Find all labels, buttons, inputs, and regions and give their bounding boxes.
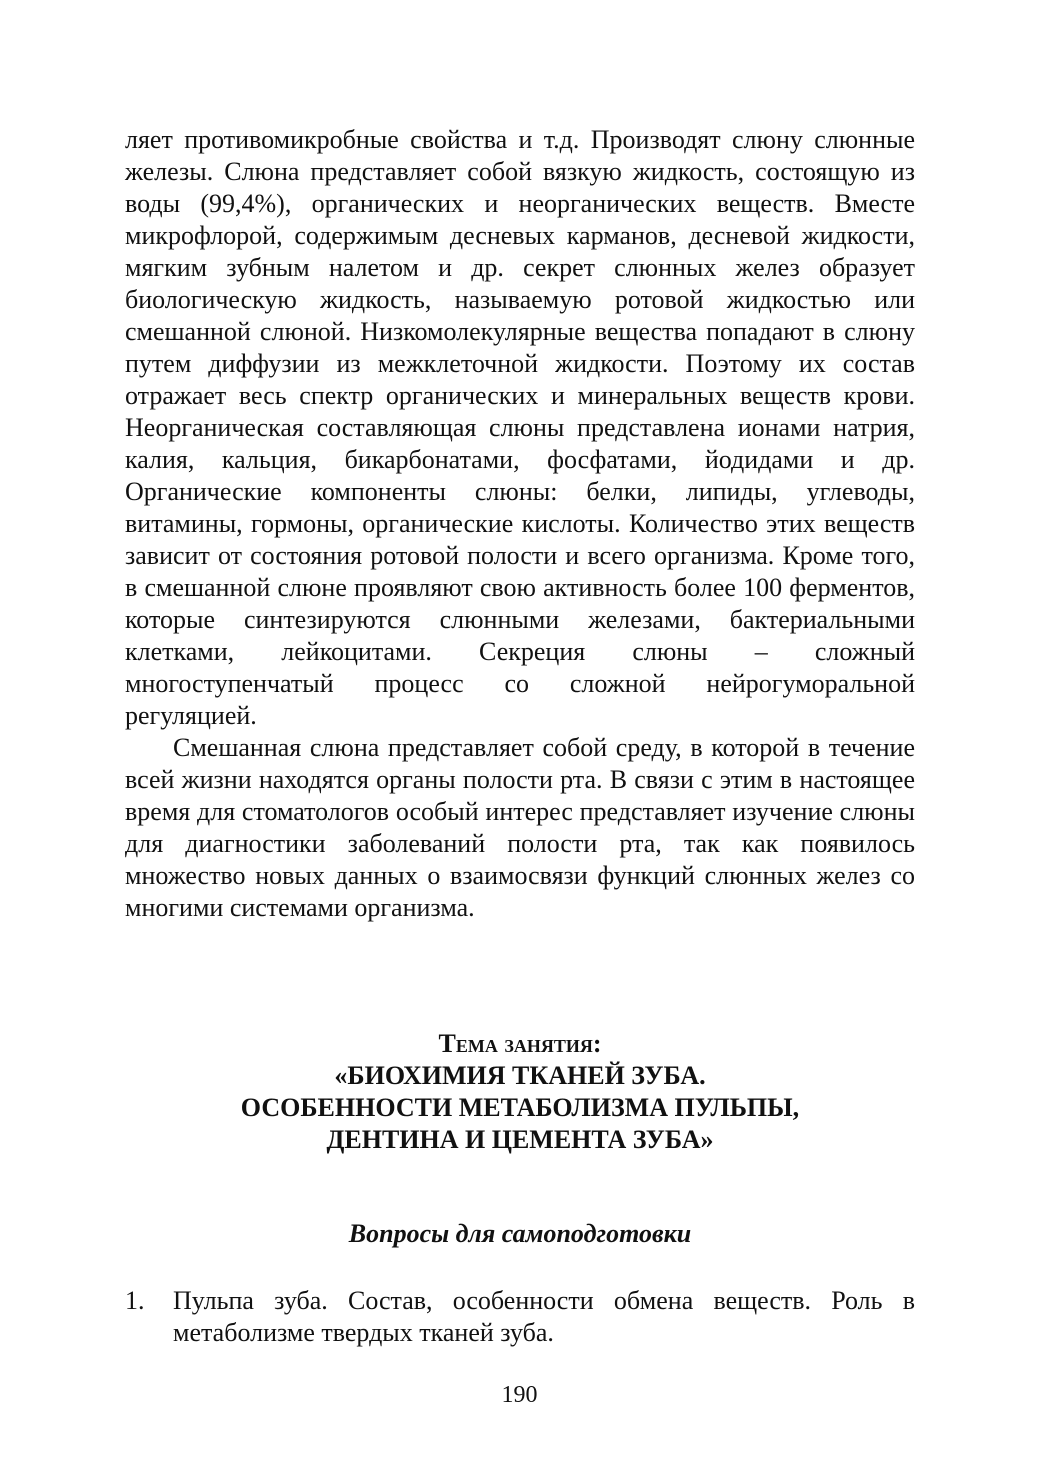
topic-title-line-3: ДЕНТИНА И ЦЕМЕНТА ЗУБА» (326, 1125, 714, 1154)
questions-list (125, 1285, 915, 1349)
topic-title-line-2: ОСОБЕННОСТИ МЕТАБОЛИЗМА ПУЛЬПЫ, (240, 1093, 800, 1122)
lesson-topic-heading (125, 1028, 915, 1156)
body-text (125, 124, 915, 924)
page-number: 190 (501, 1382, 538, 1408)
question-item (125, 1285, 915, 1349)
topic-label: Тема занятия: (438, 1029, 602, 1058)
self-study-questions-heading: Вопросы для самоподготовки (348, 1219, 692, 1248)
paragraph-saliva-composition: ляет противомикробные свойства и т.д. Производят слюну слюнные железы. Слюна представляет собой вязкую жидкость, состоящую из воды (99,4%), органических и неорганических веществ. Вместе микрофлорой, содержимым десневых карманов, десневой жидкости, мягким зубным налетом и др. секрет слюнных желез образует биологическую жидкость, называемую ротовой жидкостью или смешанной слюной. Низкомолекулярные вещества попадают в слюну путем диффузии из межклеточной жидкости. Поэтому их состав отражает весь спектр органических и минеральных веществ крови. Неорганическая составляющая слюны представлена ионами натрия, калия, кальция, бикарбонатами, фосфатами, йодидами и др. Органические компоненты слюны: белки, липиды, углеводы, витамины, гормоны, органические кислоты. Количество этих веществ зависит от состояния ротовой полости и всего организма. Кроме того, в смешанной слюне проявляют свою активность более 100 ферментов, которые синтезируются слюнными железами, бактериальными клетками, лейкоцитами. Секреция слюны – сложный многоступенчатый процесс со сложной нейрогуморальной регуляцией. (125, 125, 915, 730)
paragraph-mixed-saliva: Смешанная слюна представляет собой среду, в которой в течение всей жизни находятся органы полости рта. В связи с этим в настоящее время для стоматологов особый интерес представляет изучение слюны для диагностики заболеваний полости рта, так как появилось множество новых данных о взаимосвязи функций слюнных желез со многими системами организма. (125, 733, 915, 922)
question-number: 1. (125, 1286, 145, 1315)
topic-title-line-1: «БИОХИМИЯ ТКАНЕЙ ЗУБА. (334, 1061, 706, 1090)
question-text: Пульпа зуба. Состав, особенности обмена веществ. Роль в метаболизме твердых тканей зуба. (173, 1286, 915, 1347)
